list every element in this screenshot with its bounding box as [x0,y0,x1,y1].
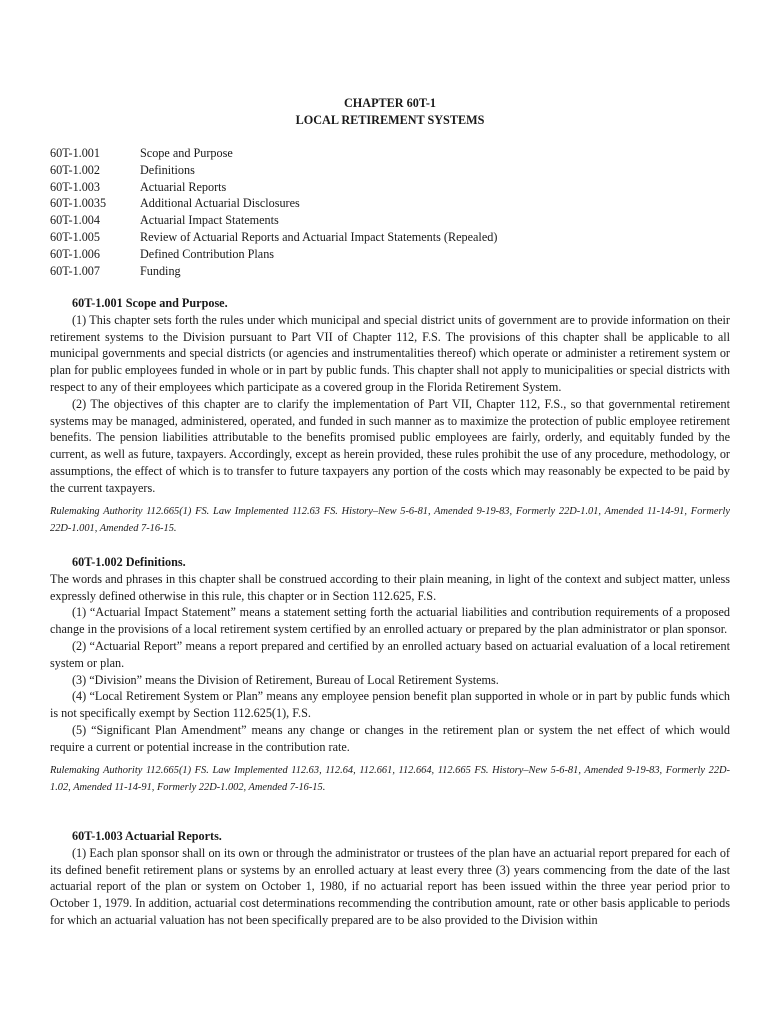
definition-paragraph: (5) “Significant Plan Amendment” means any change or changes in the retirement plan or system the net effect of which would require a current or potential increase in the contribution rate. [50,722,730,754]
definition-paragraph: (2) “Actuarial Report” means a report prepared and certified by an enrolled actuary based on actuarial evaluation of a local retirement system or plan. [50,638,730,670]
toc-row [50,246,730,263]
toc-number: 60T-1.0035 [50,196,107,211]
toc-number: 60T-1.006 [50,246,100,261]
toc-title: Definitions [140,162,195,177]
toc-title: Funding [140,263,181,278]
rulemaking-authority: Rulemaking Authority 112.665(1) FS. Law Implemented 112.63 FS. History–New 5-6-81, Amended 9-19-83, Formerly 22D-1.01, Amended 11-14-91, Formerly 22D-1.001, Amended 7-16-15. [50,505,730,534]
toc-number: 60T-1.004 [50,213,100,228]
toc-row [50,229,730,246]
section-definitions [50,554,730,796]
toc-row [50,179,730,196]
section-scope-and-purpose [50,295,730,537]
table-of-contents [50,145,730,279]
toc-title: Scope and Purpose [140,146,233,160]
toc-row [50,263,730,280]
chapter-title: LOCAL RETIREMENT SYSTEMS [295,113,485,127]
chapter-number: CHAPTER 60T-1 [344,96,436,110]
toc-title: Defined Contribution Plans [140,246,275,261]
section-paragraph: (1) This chapter sets forth the rules under which municipal and special district units of government are to provide information on their retirement systems to the Division pursuant to Part VII of Chapter 112, F.S. The provisions of this chapter shall be applicable to all municipal governments and special districts (or agencies and instrumentalities thereof) which operate or administer a retirement system or plan for public employees funded in whole or in part by public funds. This chapter shall not apply to municipalities or special districts with respect to any of their employees which participate as a covered group in the Florida Retirement System. [50,312,730,394]
toc-title: Review of Actuarial Reports and Actuarial Impact Statements (Repealed) [140,229,498,244]
toc-number: 60T-1.007 [50,263,100,278]
definition-paragraph: (1) “Actuarial Impact Statement” means a statement setting forth the actuarial liabilities and contribution requirements of a proposed change in the provisions of a local retirement system certified by an enrolled actuary or prepared by the plan administrator or plan sponsor. [50,605,730,637]
toc-row [50,162,730,179]
rulemaking-authority: Rulemaking Authority 112.665(1) FS. Law Implemented 112.63, 112.64, 112.661, 112.664, 112.665 FS. History–New 5-6-81, Amended 9-19-83, Formerly 22D-1.02, Amended 11-14-91, Formerly 22D-1.002, Amended 7-16-15. [50,764,730,793]
section-intro: The words and phrases in this chapter shall be construed according to their plain meaning, in light of the context and subject matter, unless expressly defined otherwise in this rule, this chapter or in Section 112.625, F.S. [50,571,730,603]
section-actuarial-reports [50,828,730,929]
section-heading: 60T-1.002 Definitions. [72,555,186,569]
section-heading: 60T-1.003 Actuarial Reports. [72,829,222,843]
section-paragraph: (2) The objectives of this chapter are to clarify the implementation of Part VII, Chapter 112, F.S., so that governmental retirement systems may be managed, administered, operated, and funded in such manner as to maximize the protection of public employee retirement benefits. The pension liabilities attributable to the benefits promised public employees are fairly, orderly, and equitably funded by the current, as well as future, taxpayers. Accordingly, except as herein provided, these rules prohibit the use of any procedure, methodology, or assumptions, the effect of which is to transfer to future taxpayers any portion of the costs which may reasonably be expected to be paid by the current taxpayers. [50,396,730,495]
toc-number: 60T-1.005 [50,229,100,244]
toc-number: 60T-1.002 [50,162,100,177]
toc-title: Additional Actuarial Disclosures [140,196,300,211]
definition-paragraph: (3) “Division” means the Division of Retirement, Bureau of Local Retirement Systems. [72,672,499,687]
toc-number: 60T-1.001 [50,146,100,160]
definition-paragraph: (4) “Local Retirement System or Plan” means any employee pension benefit plan supported in whole or in part by public funds which is not specifically exempt by Section 112.625(1), F.S. [50,689,730,721]
section-heading: 60T-1.001 Scope and Purpose. [72,296,228,310]
toc-title: Actuarial Reports [140,179,227,194]
toc-row [50,145,730,162]
section-paragraph: (1) Each plan sponsor shall on its own or through the administrator or trustees of the plan have an actuarial report prepared for each of its defined benefit retirement plans or systems by an enrolled actuary at least every three (3) years commencing from the date of the last actuarial report of the plan or system on October 1, 1980, if no actuarial report has been issued within the three year period prior to October 1, 1979. In addition, actuarial cost determinations recommending the contribution amount, rate or other basis applicable to periods for which an actuarial valuation has not been specifically prepared are to be also provided to the Division within [50,845,730,927]
toc-title: Actuarial Impact Statements [140,213,279,228]
toc-number: 60T-1.003 [50,179,100,194]
toc-row [50,195,730,212]
chapter-heading [0,95,770,129]
toc-row [50,212,730,229]
